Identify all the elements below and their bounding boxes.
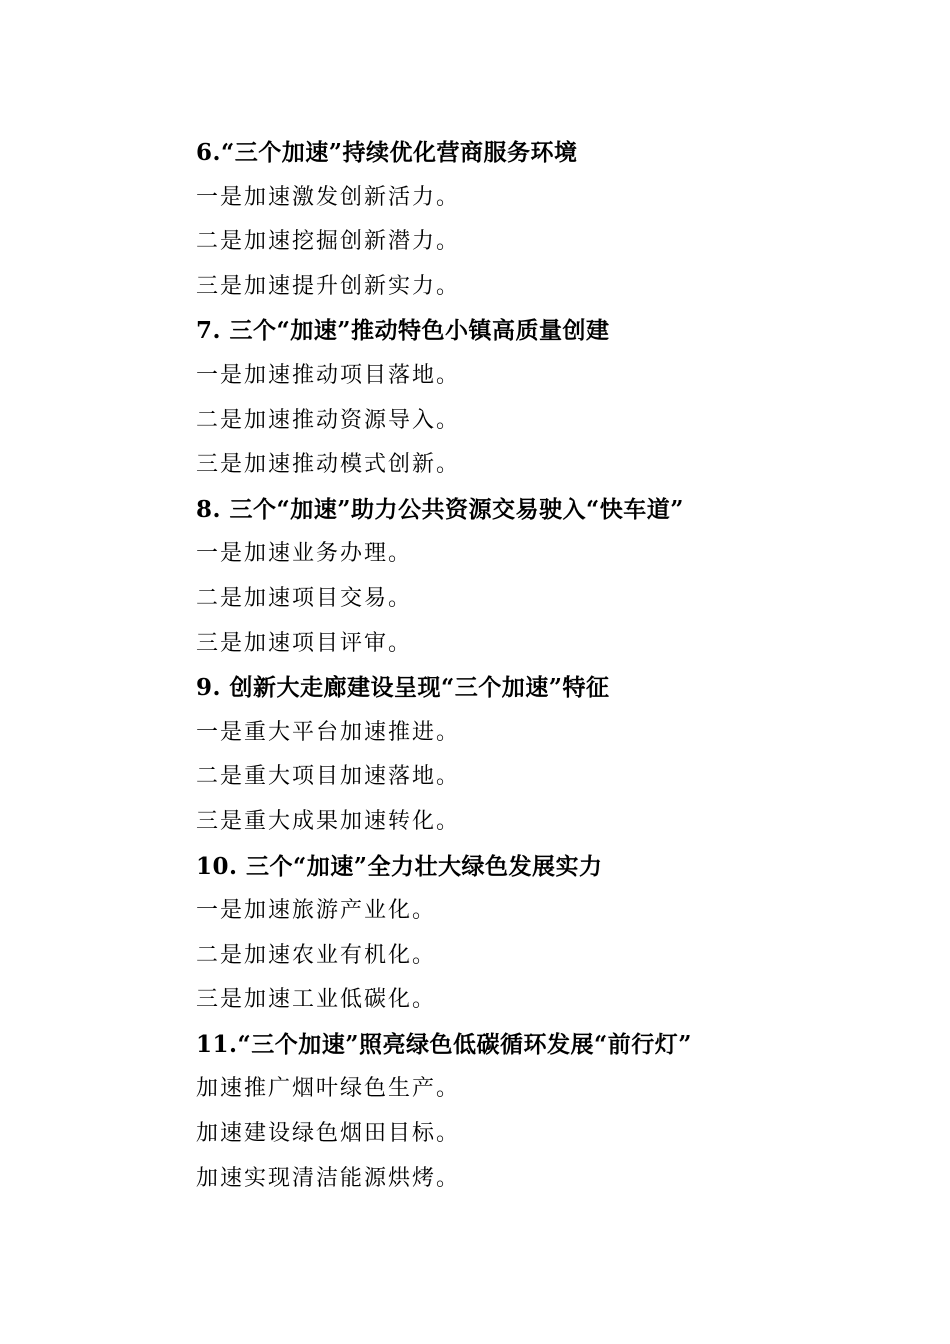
- section-9: [196, 666, 836, 844]
- section-line: 三是加速推动模式创新。: [196, 452, 461, 478]
- section-line: 二是加速挖掘创新潜力。: [196, 229, 461, 255]
- section-heading: 9. 创新大走廊建设呈现“三个加速”特征: [196, 674, 610, 702]
- section-heading: 10. 三个“加速”全力壮大绿色发展实力: [196, 852, 603, 880]
- section-heading: 7. 三个“加速”推动特色小镇高质量创建: [196, 317, 610, 345]
- section-10: [196, 845, 836, 1023]
- section-heading: 11.“三个加速”照亮绿色低碳循环发展“前行灯”: [196, 1030, 692, 1058]
- section-line: 一是重大平台加速推进。: [196, 719, 461, 745]
- section-line: 二是加速推动资源导入。: [196, 407, 461, 433]
- section-line: 加速建设绿色烟田目标。: [196, 1121, 461, 1147]
- section-11: [196, 1023, 836, 1201]
- section-line: 一是加速旅游产业化。: [196, 898, 437, 924]
- section-heading: 8. 三个“加速”助力公共资源交易驶入“快车道”: [196, 495, 684, 523]
- section-line: 一是加速推动项目落地。: [196, 362, 461, 388]
- section-line: 二是重大项目加速落地。: [196, 764, 461, 790]
- section-6: [196, 131, 836, 309]
- section-line: 三是加速工业低碳化。: [196, 987, 437, 1013]
- section-line: 加速推广烟叶绿色生产。: [196, 1076, 461, 1102]
- section-7: [196, 309, 836, 487]
- section-8: [196, 488, 836, 666]
- section-line: 二是加速项目交易。: [196, 585, 413, 611]
- section-line: 二是加速农业有机化。: [196, 942, 437, 968]
- document-body: [196, 131, 836, 1201]
- section-line: 一是加速激发创新活力。: [196, 184, 461, 210]
- section-line: 三是加速项目评审。: [196, 630, 413, 656]
- section-line: 加速实现清洁能源烘烤。: [196, 1165, 461, 1191]
- section-line: 一是加速业务办理。: [196, 541, 413, 567]
- section-heading: 6.“三个加速”持续优化营商服务环境: [196, 139, 578, 166]
- section-line: 三是加速提升创新实力。: [196, 273, 461, 299]
- section-line: 三是重大成果加速转化。: [196, 808, 461, 834]
